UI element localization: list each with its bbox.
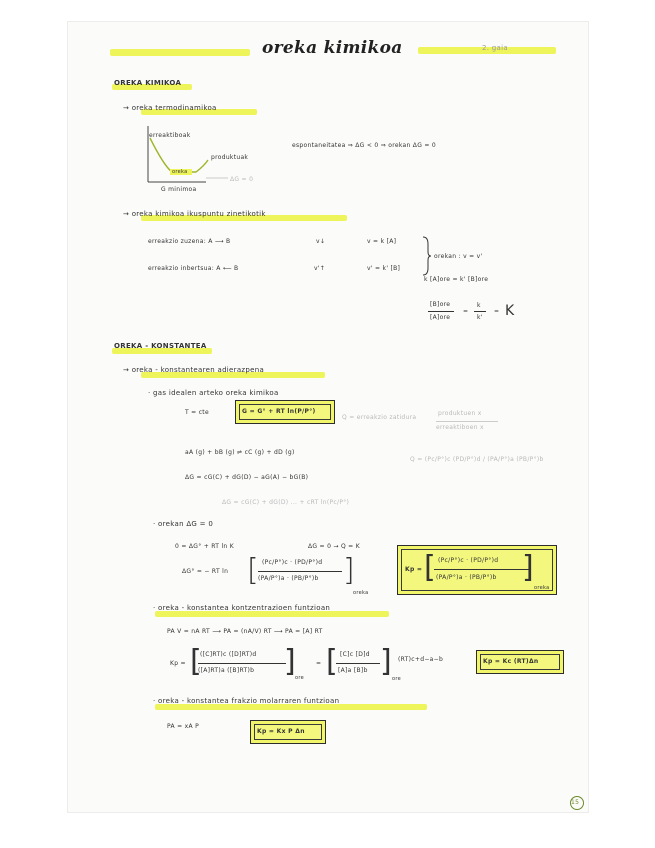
page-number: 15 (571, 799, 580, 806)
kk-den: k' (477, 314, 483, 321)
bracket-close-1: ] (343, 553, 356, 588)
box-kx-text: Kp = Kx P Δn (257, 728, 305, 735)
orekan-equality: orekan : v = v' (434, 253, 483, 260)
bracket-open-1: [ (247, 553, 260, 588)
graph-label-products: produktuak (211, 154, 249, 161)
box-kc-text: Kp = Kc (RT)Δn (483, 658, 539, 665)
section1-heading: OREKA KIMIKOA (114, 79, 182, 87)
section1-sub2: → oreka kimikoa ikuspuntu zinetikotik (123, 210, 266, 218)
reaction-equation: aA (g) + bB (g) ⇌ cC (g) + dD (g) (185, 449, 295, 456)
frac-den: [A]ore (430, 314, 451, 321)
kp-box-label: Kp = (405, 566, 423, 573)
section2-sub1: → oreka - konstantearen adierazpena (123, 366, 265, 374)
bracket-close-3: ] (284, 644, 297, 679)
bracket-open-3: [ (190, 644, 203, 679)
graph-label-dg0: ΔG = 0 (230, 176, 254, 183)
big-k: K (505, 303, 515, 319)
bracket-num-1: (Pc/P°)c · (PD/P°)d (262, 559, 323, 566)
equals-3: = (316, 660, 322, 667)
rt-exponent: (RT)c+d−a−b (398, 656, 444, 663)
kp-line2 (336, 663, 380, 664)
inverse-reaction: erreakzio inbertsua: A ⟵ B (148, 265, 239, 272)
box-kp-num: (Pc/P°)c · (PD/P°)d (438, 557, 499, 564)
kp-line1 (198, 663, 286, 664)
inverse-v: v'↑ (314, 265, 326, 272)
box-kp-den: (PA/P°)a · (PB/P°)b (436, 574, 497, 581)
bullet-orekan: · orekan ΔG = 0 (153, 520, 214, 528)
q-frac-den: erreaktiboen x (436, 424, 484, 431)
frac-num: [B]ore (430, 301, 451, 308)
curly-brace (422, 236, 432, 276)
kk-num: k (477, 302, 481, 309)
kk-line (474, 311, 486, 312)
delta-g-line2: ΔG = cG(C) + dG(D) ... + cRT ln(Pc/P°) (222, 499, 350, 506)
bullet-concentration: · oreka - konstantea kontzentrazioen funtzioan (153, 604, 331, 612)
equals-2: = (494, 308, 500, 315)
t-constant: T = cte (185, 409, 209, 416)
title-highlight-left (110, 49, 250, 56)
graph-label-gmin: G minimoa (161, 186, 197, 193)
pa-xa: PA = xA P (167, 723, 200, 730)
kp-den2: [A]a [B]b (338, 667, 368, 674)
q-label: Q = erreakzio zatidura (342, 414, 417, 421)
dg0-expression: ΔG° = − RT ln (182, 568, 229, 575)
box-kp-oreka: oreka (534, 585, 550, 591)
bracket-close-2: ] (522, 550, 535, 585)
ore-sub2: ore (392, 676, 401, 682)
frac-line (428, 311, 454, 312)
delta-g-line: ΔG = cG(C) + dG(D) − aG(A) − bG(B) (185, 474, 309, 481)
kp-num2: [C]c [D]d (340, 651, 370, 658)
inverse-rate: v' = k' [B] (367, 265, 401, 272)
graph-label-reactants: erreaktiboak (149, 132, 191, 139)
section1-sub1: → oreka termodinamikoa (123, 104, 217, 112)
direct-reaction: erreakzio zuzena: A ⟶ B (148, 238, 231, 245)
kp-den1: ([A]RT)a ([B]RT)b (198, 667, 255, 674)
q-frac-num: produktuen x (438, 410, 482, 417)
dg0-to-k: ΔG = 0 → Q = K (308, 543, 360, 550)
direct-rate: v = k [A] (367, 238, 397, 245)
q-expression: Q = (Pc/P°)c (PD/P°)d / (PA/P°)a (PB/P°)b (410, 456, 544, 463)
kp-eq-label: Kp = (170, 660, 186, 667)
graph-label-oreka: oreka (172, 169, 188, 175)
eq-zero: 0 = ΔG° + RT ln K (175, 543, 234, 550)
bullet-molar-fraction: · oreka - konstantea frakzio molarraren funtzioan (153, 697, 340, 705)
bracket-open-4: [ (326, 644, 339, 679)
bracket-line-1 (258, 571, 342, 572)
q-frac-line (436, 421, 498, 422)
equals-1: = (463, 308, 469, 315)
box-gibbs-text: G = G° + RT ln(P/P°) (242, 408, 316, 415)
ore-sub1: ore (295, 675, 304, 681)
equilibrium-k: k [A]ore = k' [B]ore (424, 276, 489, 283)
bracket-den-1: (PA/P°)a · (PB/P°)b (258, 575, 319, 582)
bullet-gas-ideal: · gas idealen arteko oreka kimikoa (148, 389, 279, 397)
oreka-subscript: oreka (353, 590, 369, 596)
bracket-open-2: [ (424, 550, 437, 585)
subject-tag: 2. gaia (482, 44, 508, 52)
direct-v: v↓ (316, 238, 326, 245)
page-title: oreka kimikoa (262, 38, 403, 58)
ideal-gas-law: PA V = nA RT ⟶ PA = (nA/V) RT ⟶ PA = [A] RT (167, 628, 323, 635)
kp-num1: ([C]RT)c ([D]RT)d (200, 651, 257, 658)
box-kp-line (434, 569, 530, 570)
section2-heading: OREKA - KONSTANTEA (114, 342, 207, 350)
spontaneity-text: espontaneitatea ⇒ ΔG < 0 ⇒ orekan ΔG = 0 (292, 142, 437, 149)
bracket-close-4: ] (380, 644, 393, 679)
